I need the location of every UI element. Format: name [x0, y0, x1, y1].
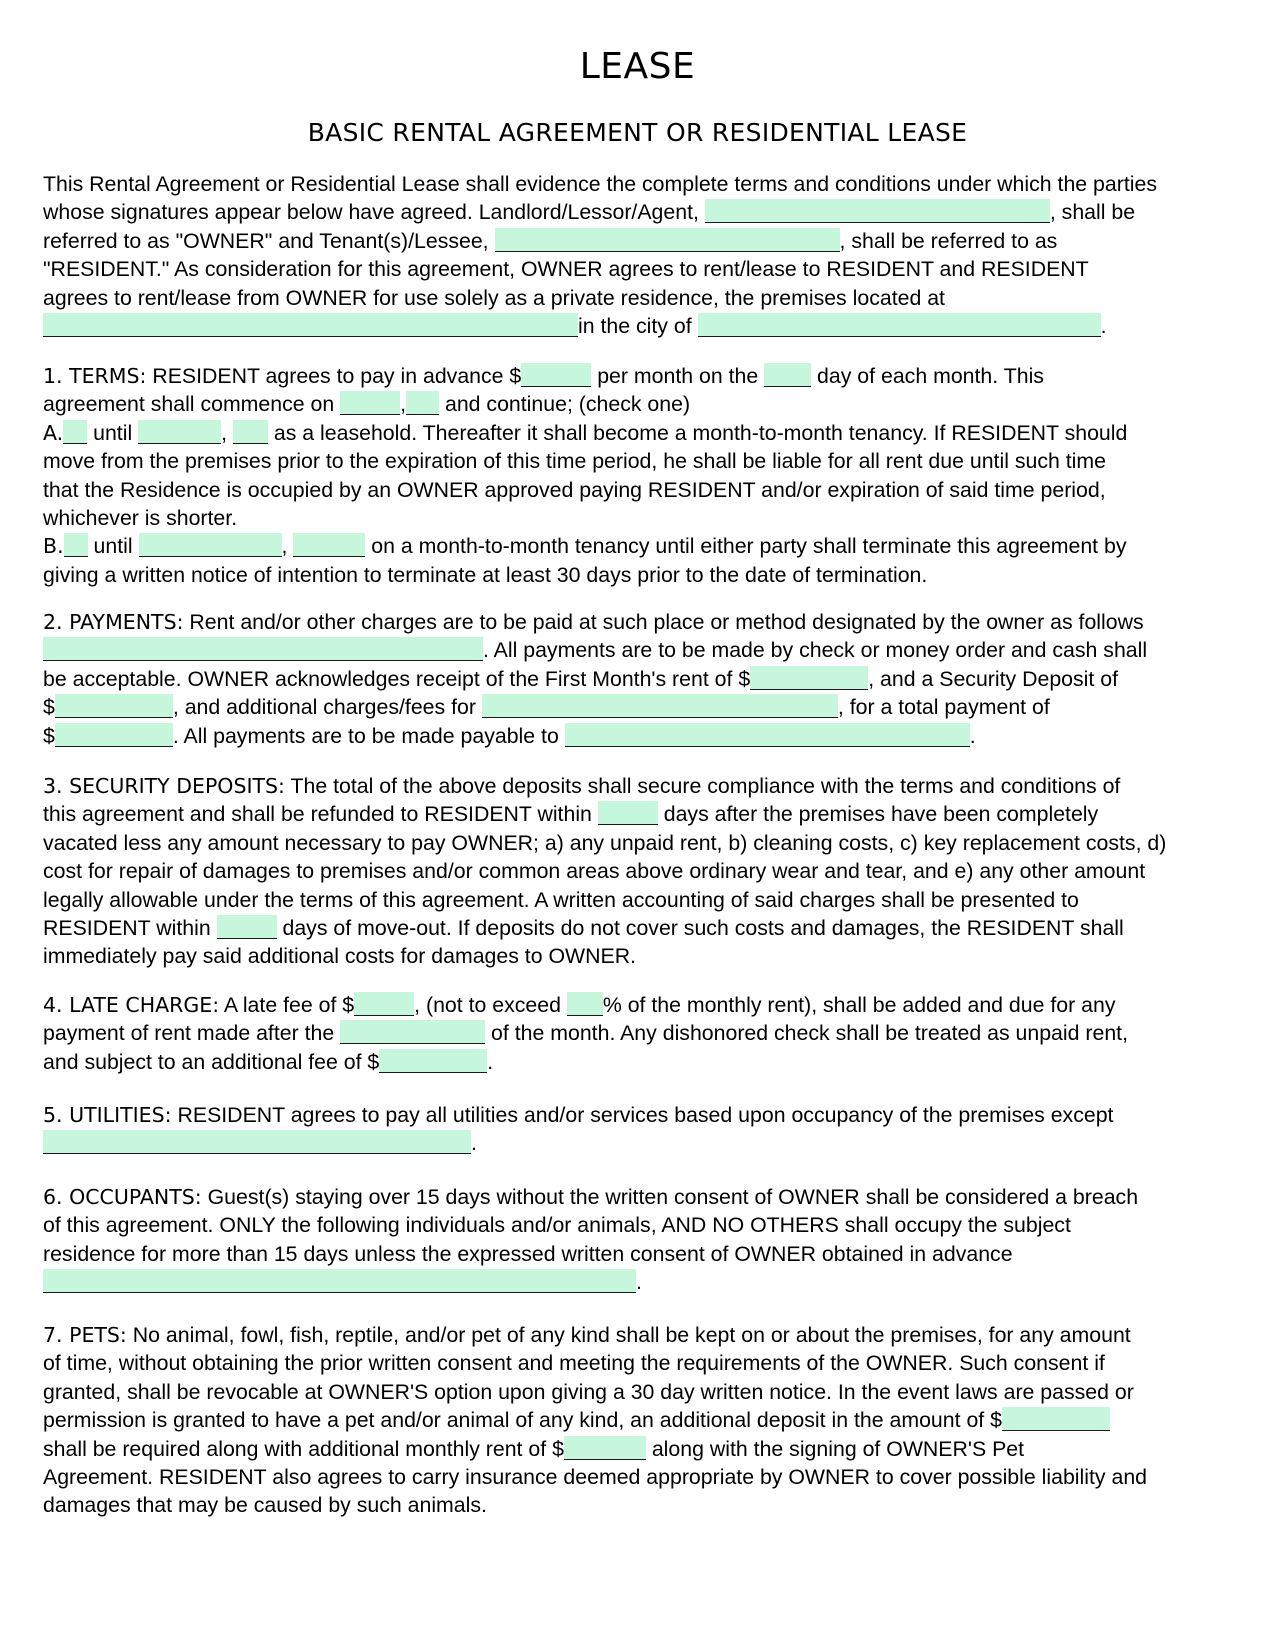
payments-text: Rent and/or other charges are to be paid at such place or method designated by the owner as follows [183, 610, 1144, 634]
pets-text: No animal, fowl, fish, reptile, and/or pet of any kind shall be kept on or about the premises, for any amount [126, 1323, 1131, 1347]
terms-text: , [221, 420, 233, 445]
terms-text: RESIDENT agrees to pay in advance $ [146, 364, 522, 388]
payments-text: , and a Security Deposit of [868, 666, 1118, 691]
payments-text: , for a total payment of [837, 695, 1050, 720]
security-text: this agreement and shall be refunded to RESIDENT within [43, 802, 598, 827]
terms-text: until [87, 534, 139, 559]
utilities-exceptions-field[interactable] [43, 1130, 471, 1154]
pets-text: damages that may be caused by such animals. [43, 1493, 487, 1518]
payments-text: . All payments are to be made by check or money order and cash shall [483, 638, 1148, 663]
month-to-month-date-field[interactable] [139, 533, 282, 557]
pets-text: shall be required along with additional monthly rent of $ [43, 1436, 564, 1461]
terms-section [43, 362, 1243, 589]
payments-text: , and additional charges/fees for [172, 695, 482, 720]
premises-address-field[interactable] [43, 313, 578, 337]
document-title: LEASE [579, 46, 696, 87]
terms-text: , [400, 392, 407, 417]
late-text: % of the monthly rent), shall be added and due for any [602, 993, 1116, 1017]
occupants-text: Guest(s) staying over 15 days without the written consent of OWNER shall be considered a breach [201, 1185, 1139, 1209]
security-text: RESIDENT within [43, 916, 217, 941]
pets-text: Agreement. RESIDENT also agrees to carry insurance deemed appropriate by OWNER to cover possible liability and [43, 1465, 1148, 1490]
commence-date-field[interactable] [340, 391, 400, 415]
intro-text: in the city of [578, 314, 692, 339]
terms-text: on a month-to-month tenancy until either party shall terminate this agreement by [365, 534, 1127, 559]
terms-text: that the Residence is occupied by an OWNER approved paying RESIDENT and/or expiration of said time period, [43, 477, 1106, 502]
security-text: vacated less any amount necessary to pay OWNER; a) any unpaid rent, b) cleaning costs, c) key replacement costs, d) [43, 830, 1167, 855]
security-heading: 3. SECURITY DEPOSITS: [43, 774, 285, 798]
terms-text: per month on the [591, 364, 765, 388]
utilities-text: . [471, 1131, 477, 1156]
pet-monthly-rent-field[interactable] [564, 1436, 646, 1460]
city-field[interactable] [698, 313, 1101, 337]
payments-text: $ [43, 695, 55, 720]
late-text: and subject to an additional fee of $ [43, 1049, 380, 1074]
intro-paragraph [43, 170, 1243, 340]
security-text: days of move-out. If deposits do not cover such costs and damages, the RESIDENT shall [276, 916, 1124, 941]
security-section [43, 772, 1243, 971]
payable-to-field[interactable] [565, 723, 970, 747]
pets-text: permission is granted to have a pet and/or animal of any kind, an additional deposit in the amount of $ [43, 1408, 1002, 1433]
option-a-label: A. [43, 420, 64, 445]
terms-text: giving a written notice of intention to terminate at least 30 days prior to the date of termination. [43, 562, 928, 587]
dishonored-check-fee-field[interactable] [379, 1049, 487, 1073]
refund-days-field[interactable] [598, 801, 658, 825]
month-to-month-year-field[interactable] [293, 533, 365, 557]
late-charge-section [43, 991, 1243, 1076]
late-text: , (not to exceed [414, 993, 567, 1017]
document-subtitle: BASIC RENTAL AGREEMENT OR RESIDENTIAL LEASE [307, 118, 968, 147]
late-text: payment of rent made after the [43, 1021, 341, 1046]
intro-text: "RESIDENT." As consideration for this agreement, OWNER agrees to rent/lease to RESIDENT and RESIDENT [43, 257, 1089, 282]
total-payment-field[interactable] [55, 723, 173, 747]
terms-text: day of each month. This [811, 364, 1044, 388]
late-fee-field[interactable] [354, 992, 414, 1016]
leasehold-end-date-field[interactable] [138, 420, 221, 444]
terms-text: as a leasehold. Thereafter it shall become a month-to-month tenancy. If RESIDENT should [267, 420, 1128, 445]
intro-text: . [1100, 314, 1107, 339]
rent-due-day-field[interactable] [764, 363, 811, 387]
leasehold-end-year-field[interactable] [233, 420, 268, 444]
terms-text: , [281, 534, 294, 559]
utilities-text: RESIDENT agrees to pay all utilities and/or services based upon occupancy of the premises except [171, 1103, 1114, 1127]
occupants-text: residence for more than 15 days unless the expressed written consent of OWNER obtained in advance [43, 1241, 1013, 1266]
pet-deposit-field[interactable] [1002, 1407, 1110, 1431]
security-text: cost for repair of damages to premises and/or common areas above ordinary wear and tear, and e) any other amount [43, 859, 1146, 884]
pets-text: along with the signing of OWNER'S Pet [645, 1436, 1025, 1461]
payments-text: $ [43, 723, 55, 748]
additional-charges-field[interactable] [482, 694, 838, 718]
terms-heading: 1. TERMS: [43, 364, 147, 388]
commence-year-field[interactable] [406, 391, 439, 415]
intro-text: agrees to rent/lease from OWNER for use solely as a private residence, the premises located at [43, 285, 945, 310]
occupants-section [43, 1183, 1243, 1297]
late-text: of the month. Any dishonored check shall be treated as unpaid rent, [485, 1021, 1129, 1046]
security-text: immediately pay said additional costs for damages to OWNER. [43, 944, 637, 969]
late-text: . [487, 1049, 494, 1074]
payments-text: be acceptable. OWNER acknowledges receipt of the First Month's rent of $ [43, 666, 751, 691]
occupants-text: of this agreement. ONLY the following individuals and/or animals, AND NO OTHERS shall occupy the subject [43, 1213, 1071, 1238]
pets-text: of time, without obtaining the prior written consent and meeting the requirements of the OWNER. Such consent if [43, 1351, 1105, 1376]
pets-heading: 7. PETS: [43, 1323, 127, 1347]
intro-text: , shall be referred to as [839, 228, 1058, 253]
terms-text: until [87, 420, 139, 445]
terms-text: and continue; (check one) [439, 392, 691, 417]
landlord-name-field[interactable] [705, 199, 1050, 223]
payments-heading: 2. PAYMENTS: [43, 610, 184, 634]
intro-text: referred to as "OWNER" and Tenant(s)/Lessee, [43, 228, 489, 253]
late-charge-heading: 4. LATE CHARGE: [43, 993, 220, 1017]
tenant-name-field[interactable] [495, 228, 840, 252]
security-text: The total of the above deposits shall secure compliance with the terms and conditions of [284, 774, 1121, 798]
option-a-checkbox[interactable] [63, 420, 87, 444]
monthly-rent-field[interactable] [521, 363, 591, 387]
occupants-text: . [636, 1270, 642, 1295]
payment-method-field[interactable] [43, 637, 483, 661]
security-text: days after the premises have been completely [657, 802, 1099, 827]
occupants-list-field[interactable] [43, 1269, 636, 1293]
payments-text: . All payments are to be made payable to [172, 723, 565, 748]
terms-text: whichever is shorter. [43, 506, 238, 531]
first-month-rent-field[interactable] [750, 666, 868, 690]
option-b-checkbox[interactable] [64, 533, 88, 557]
late-text: A late fee of $ [219, 993, 355, 1017]
security-deposit-field[interactable] [55, 694, 173, 718]
terms-text: move from the premises prior to the expiration of this time period, he shall be liable for all rent due until such time [43, 449, 1106, 474]
utilities-section [43, 1101, 1243, 1158]
payments-section [43, 608, 1243, 750]
occupants-heading: 6. OCCUPANTS: [43, 1185, 202, 1209]
late-fee-percent-field[interactable] [567, 992, 603, 1016]
intro-text: This Rental Agreement or Residential Lease shall evidence the complete terms and conditions under which the parties [43, 172, 1157, 196]
pets-section [43, 1321, 1243, 1520]
utilities-heading: 5. UTILITIES: [43, 1103, 172, 1127]
security-text: legally allowable under the terms of this agreement. A written accounting of said charges shall be presented to [43, 887, 1079, 912]
late-after-day-field[interactable] [340, 1020, 485, 1044]
accounting-days-field[interactable] [217, 915, 277, 939]
intro-text: whose signatures appear below have agreed. Landlord/Lessor/Agent, [43, 200, 699, 225]
payments-text: . [969, 723, 976, 748]
pets-text: granted, shall be revocable at OWNER'S option upon giving a 30 day written notice. In the event laws are passed or [43, 1379, 1134, 1404]
option-b-label: B. [43, 534, 64, 559]
intro-text: , shall be [1049, 200, 1136, 225]
terms-text: agreement shall commence on [43, 392, 341, 417]
